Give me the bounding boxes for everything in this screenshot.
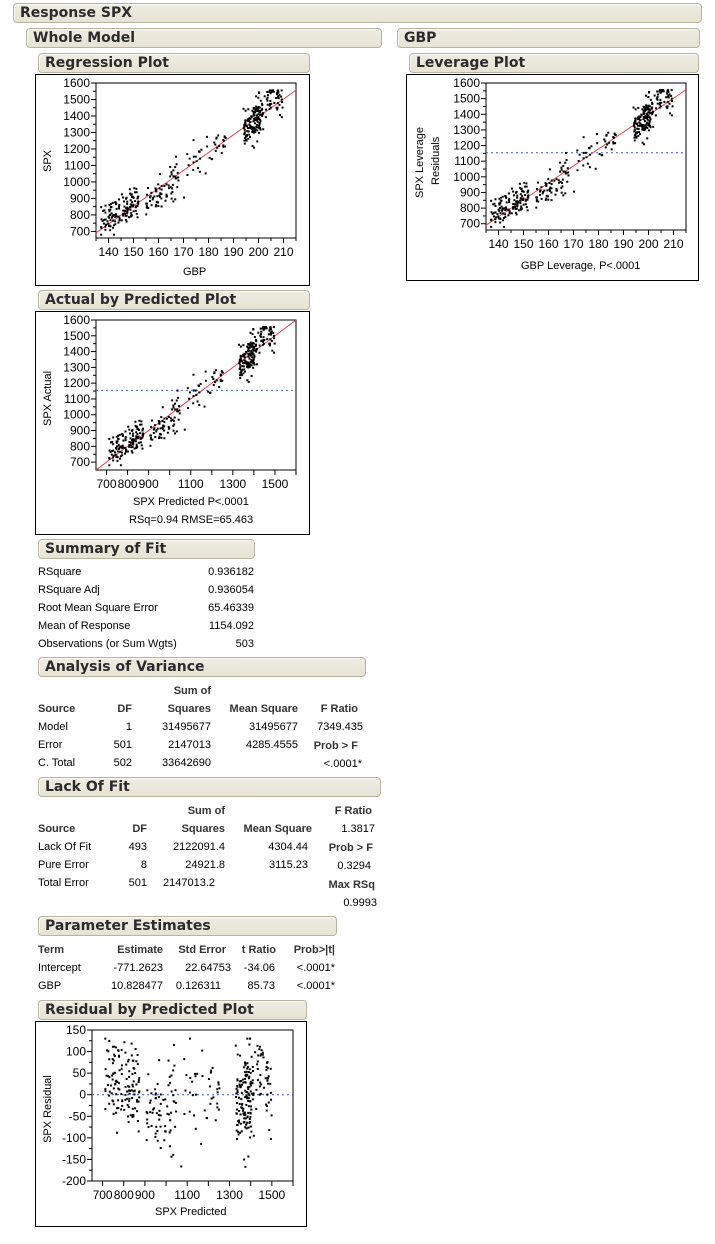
anova-source: C. Total: [38, 757, 76, 769]
pe-col-term: Term: [38, 944, 65, 956]
svg-text:1000: 1000: [63, 407, 90, 422]
svg-text:700: 700: [96, 477, 117, 491]
svg-text:140: 140: [488, 237, 509, 251]
regression-y-label: SPX: [42, 149, 54, 172]
svg-text:0: 0: [79, 1087, 86, 1102]
svg-text:1200: 1200: [63, 141, 90, 156]
svg-text:1100: 1100: [64, 391, 90, 406]
leverage-x-label: GBP Leverage, P<.0001: [521, 260, 641, 272]
svg-text:-150: -150: [61, 1152, 86, 1167]
svg-text:1300: 1300: [219, 477, 247, 491]
anova-col-source: Source: [38, 703, 76, 715]
svg-text:150: 150: [123, 245, 144, 259]
pe-col-stderror: Std Error: [178, 944, 226, 956]
svg-text:200: 200: [248, 245, 269, 259]
svg-text:1500: 1500: [453, 91, 480, 106]
lof-source: Total Error: [38, 877, 89, 889]
svg-text:1200: 1200: [453, 138, 480, 153]
lof-maxrsq-label: Max RSq: [328, 879, 375, 891]
lof-col-source: Source: [38, 823, 76, 835]
svg-text:900: 900: [459, 185, 480, 200]
svg-text:1300: 1300: [63, 360, 90, 375]
lof-df: 493: [128, 841, 147, 853]
svg-text:1100: 1100: [177, 477, 204, 491]
sof-label: RSquare Adj: [38, 584, 100, 596]
anova-header[interactable]: Analysis of Variance: [38, 657, 366, 677]
whole-model-header[interactable]: Whole Model: [26, 28, 382, 48]
svg-text:160: 160: [148, 245, 169, 259]
svg-text:210: 210: [273, 245, 294, 259]
svg-text:140: 140: [98, 245, 119, 259]
pe-estimate: 10.828477: [111, 980, 163, 992]
svg-text:900: 900: [138, 477, 159, 491]
svg-text:1500: 1500: [63, 328, 90, 343]
sof-label: Root Mean Square Error: [38, 602, 158, 614]
residual-x-label: SPX Predicted: [155, 1206, 227, 1218]
lof-ss: 24921.8: [185, 859, 225, 871]
svg-text:1000: 1000: [63, 174, 90, 189]
sof-value: 1154.092: [208, 620, 254, 632]
anova-col-ms: Mean Square: [229, 703, 298, 715]
lof-ss: 2122091.4: [173, 841, 225, 853]
actual_by_predicted-plot: [63, 313, 296, 491]
svg-text:150: 150: [65, 1023, 86, 1037]
svg-text:180: 180: [198, 245, 219, 259]
svg-text:1500: 1500: [261, 477, 289, 491]
abp-note: RSq=0.94 RMSE=65.463: [129, 514, 254, 526]
svg-text:-50: -50: [68, 1109, 86, 1124]
response-spx-header[interactable]: Response SPX: [13, 3, 702, 23]
lof-prob-label: Prob > F: [328, 842, 373, 854]
svg-text:1000: 1000: [453, 169, 480, 184]
sof-value: 0.936054: [208, 584, 254, 596]
pe-stderror: 0.126311: [175, 980, 221, 992]
svg-text:1100: 1100: [174, 1188, 201, 1202]
lof-ss: 2147013.2: [163, 877, 215, 889]
sof-label: Observations (or Sum Wgts): [38, 638, 177, 650]
svg-text:1400: 1400: [453, 107, 480, 122]
pe-col-tratio: t Ratio: [241, 944, 276, 956]
anova-col-sumof: Sum of: [173, 685, 211, 697]
svg-text:800: 800: [69, 439, 90, 454]
sof-label: Mean of Response: [38, 620, 131, 632]
lof-df: 501: [128, 877, 147, 889]
lof-ms: 4304.44: [268, 841, 308, 853]
svg-text:1400: 1400: [63, 344, 90, 359]
svg-text:1300: 1300: [63, 125, 90, 140]
lof-source: Pure Error: [38, 859, 89, 871]
lof-col-sumof: Sum of: [187, 805, 225, 817]
svg-text:1500: 1500: [258, 1188, 286, 1202]
regression-plot-header[interactable]: Regression Plot: [38, 53, 310, 73]
svg-text:700: 700: [69, 224, 90, 239]
svg-text:1200: 1200: [63, 376, 90, 391]
svg-text:1500: 1500: [63, 92, 90, 107]
leverage-y-label-1: SPX Leverage: [414, 127, 426, 198]
svg-text:210: 210: [663, 237, 684, 251]
regression-x-label: GBP: [183, 266, 207, 278]
svg-text:190: 190: [613, 237, 634, 251]
lof-df: 8: [140, 859, 147, 871]
anova-ms: 31495677: [249, 721, 298, 733]
abp-x-label: SPX Predicted P<.0001: [133, 496, 249, 508]
svg-text:170: 170: [563, 237, 584, 251]
sof-value: 503: [235, 638, 254, 650]
residual_by_predicted-plot: [62, 1023, 293, 1202]
svg-text:50: 50: [72, 1066, 86, 1081]
gbp-header[interactable]: GBP: [397, 28, 700, 48]
lack-of-fit-header[interactable]: Lack Of Fit: [38, 777, 381, 797]
residual-by-predicted-header[interactable]: Residual by Predicted Plot: [38, 1000, 307, 1020]
anova-prob-label: Prob > F: [313, 740, 358, 752]
abp-y-label: SPX Actual: [42, 370, 54, 426]
lof-col-df: DF: [132, 823, 147, 835]
svg-text:1600: 1600: [63, 313, 90, 327]
pe-term: Intercept: [38, 962, 81, 974]
svg-text:1300: 1300: [216, 1188, 243, 1202]
svg-text:190: 190: [223, 245, 244, 259]
svg-text:900: 900: [69, 423, 90, 438]
svg-text:160: 160: [538, 237, 559, 251]
lof-maxrsq-value: 0.9993: [343, 897, 377, 909]
parameter-estimates-header[interactable]: Parameter Estimates: [38, 916, 337, 936]
svg-text:1100: 1100: [64, 158, 90, 173]
svg-text:700: 700: [459, 216, 480, 231]
anova-ss: 2147013: [168, 739, 211, 751]
sof-value: 0.936182: [208, 566, 254, 578]
anova-col-ss: Squares: [167, 703, 211, 715]
svg-text:1600: 1600: [453, 76, 480, 90]
svg-text:900: 900: [134, 1188, 155, 1202]
svg-text:1100: 1100: [454, 154, 480, 169]
leverage-plot-header[interactable]: Leverage Plot: [409, 53, 699, 73]
pe-stderror: 22.64753: [185, 962, 231, 974]
svg-text:180: 180: [588, 237, 609, 251]
svg-text:-200: -200: [61, 1174, 86, 1188]
anova-df: 1: [125, 721, 132, 733]
anova-source: Error: [38, 739, 63, 751]
anova-ss: 31495677: [162, 721, 211, 733]
svg-text:800: 800: [459, 201, 480, 216]
svg-text:1400: 1400: [63, 108, 90, 123]
regression_plot-plot: [63, 76, 296, 259]
svg-text:100: 100: [65, 1044, 86, 1059]
sof-value: 65.46339: [208, 602, 254, 614]
anova-ms: 4285.4555: [246, 739, 298, 751]
sof-label: RSquare: [38, 566, 82, 578]
lof-f-value: 1.3817: [341, 823, 375, 835]
anova-col-f: F Ratio: [320, 703, 358, 715]
lof-col-ss: Squares: [181, 823, 225, 835]
pe-col-prob: Prob>|t|: [293, 944, 335, 956]
svg-text:800: 800: [113, 1188, 134, 1202]
svg-text:700: 700: [69, 455, 90, 470]
pe-term: GBP: [38, 980, 62, 992]
pe-prob: <.0001*: [296, 980, 335, 992]
pe-prob: <.0001*: [296, 962, 335, 974]
actual-by-predicted-header[interactable]: Actual by Predicted Plot: [38, 290, 310, 310]
svg-text:200: 200: [638, 237, 659, 251]
lof-col-ms: Mean Square: [243, 823, 312, 835]
svg-text:170: 170: [173, 245, 194, 259]
svg-text:800: 800: [69, 207, 90, 222]
leverage-y-label-2: Residuals: [430, 136, 442, 185]
leverage_plot-plot: [453, 76, 686, 251]
svg-text:1300: 1300: [453, 122, 480, 137]
anova-df: 501: [113, 739, 132, 751]
lof-col-fratio: F Ratio: [334, 805, 372, 817]
anova-col-df: DF: [117, 703, 132, 715]
pe-col-estimate: Estimate: [117, 944, 163, 956]
svg-text:-100: -100: [61, 1130, 86, 1145]
svg-text:700: 700: [92, 1188, 113, 1202]
lof-ms: 3115.23: [269, 859, 308, 871]
pe-tratio: 85.73: [247, 980, 275, 992]
anova-f-ratio: 7349.435: [317, 721, 363, 733]
lof-prob-value: 0.3294: [337, 860, 371, 872]
lof-source: Lack Of Fit: [38, 841, 92, 853]
anova-source: Model: [38, 721, 68, 733]
residual-y-label: SPX Residual: [42, 1075, 54, 1143]
anova-ss: 33642690: [162, 757, 211, 769]
anova-df: 502: [113, 757, 132, 769]
anova-prob-value: <.0001*: [323, 758, 362, 770]
pe-estimate: -771.2623: [113, 962, 163, 974]
svg-text:1600: 1600: [63, 76, 90, 90]
svg-text:150: 150: [513, 237, 534, 251]
pe-tratio: -34.06: [243, 962, 275, 974]
svg-text:900: 900: [69, 191, 90, 206]
svg-text:800: 800: [117, 477, 138, 491]
summary-of-fit-header[interactable]: Summary of Fit: [38, 539, 255, 559]
